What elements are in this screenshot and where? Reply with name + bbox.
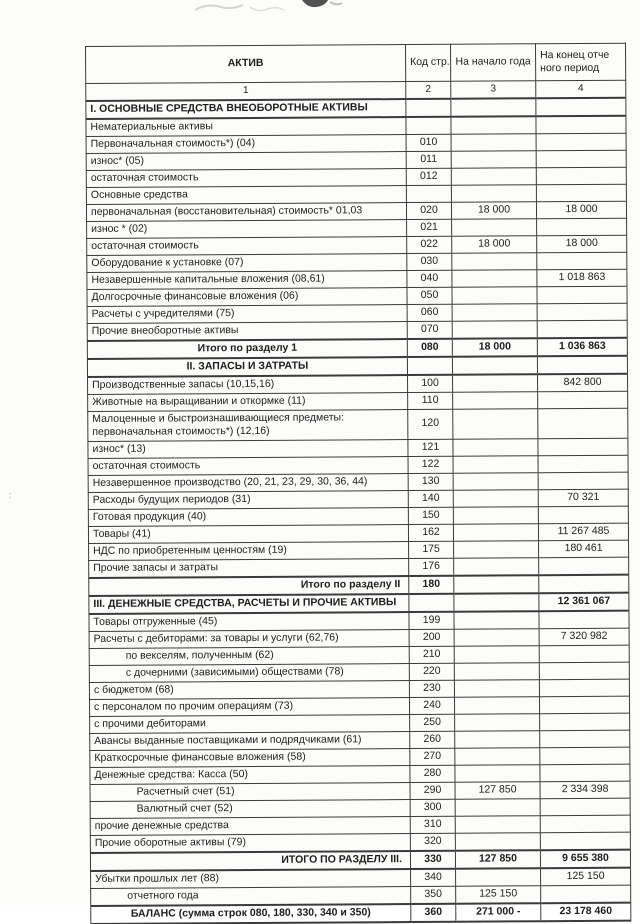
value-end-period: 18 000 xyxy=(536,201,626,219)
value-begin-year: 125 150 xyxy=(456,885,541,903)
value-begin-year xyxy=(454,696,539,714)
value-end-period: 125 150 xyxy=(541,867,631,885)
row-label: износ* (13) xyxy=(88,439,408,458)
row-code: 220 xyxy=(409,663,454,680)
value-begin-year xyxy=(451,150,536,168)
row-code: 030 xyxy=(407,253,452,270)
value-end-period xyxy=(537,320,627,338)
row-label: Производственные запасы (10,15,16) xyxy=(88,375,408,394)
row-code: 121 xyxy=(408,439,453,456)
scan-speck: : xyxy=(9,490,12,500)
row-label: Нематериальные активы xyxy=(86,117,406,136)
value-end-period: 842 800 xyxy=(538,373,628,391)
value-end-period xyxy=(536,133,626,151)
value-begin-year xyxy=(455,730,540,748)
value-end-period: 12 361 067 xyxy=(539,592,629,611)
value-begin-year xyxy=(455,747,540,765)
row-code: 010 xyxy=(406,134,451,151)
col-header-code: Код стр. xyxy=(405,44,450,81)
row-label: Первоначальная стоимость*) (04) xyxy=(86,134,406,153)
row-code xyxy=(406,185,451,202)
value-begin-year xyxy=(454,593,539,612)
row-code: 250 xyxy=(410,714,455,731)
row-label: остаточная стоимость xyxy=(88,456,408,475)
value-end-period xyxy=(541,885,631,903)
row-code xyxy=(407,356,452,374)
row-label: Денежные средства: Касса (50) xyxy=(90,765,410,784)
value-end-period: 9 655 380 xyxy=(540,849,630,868)
value-end-period xyxy=(536,115,626,133)
value-end-period xyxy=(538,408,628,439)
col-header-begin-year: На начало года xyxy=(450,44,535,82)
value-end-period xyxy=(540,713,630,731)
value-end-period xyxy=(536,150,626,168)
value-end-period: 7 320 982 xyxy=(539,628,629,646)
row-code: 350 xyxy=(411,886,456,904)
col-number-1: 1 xyxy=(86,82,406,101)
value-end-period xyxy=(537,303,627,321)
value-end-period xyxy=(536,184,626,202)
row-label: Итого по разделу II xyxy=(89,576,409,596)
value-begin-year xyxy=(453,523,538,541)
row-code: 022 xyxy=(407,236,452,253)
value-end-period xyxy=(540,815,630,833)
row-code: 300 xyxy=(410,799,455,816)
row-label: Убытки прошлых лет (88) xyxy=(91,869,411,888)
row-label: Готовая продукция (40) xyxy=(88,507,408,526)
row-label: Краткосрочные финансовые вложения (58) xyxy=(90,748,410,767)
row-label: Расчетный счет (51) xyxy=(90,782,410,801)
row-label: Итого по разделу 1 xyxy=(87,339,407,359)
row-label: I. ОСНОВНЫЕ СРЕДСТВА ВНЕОБОРОТНЫЕ АКТИВЫ xyxy=(86,99,406,119)
value-begin-year xyxy=(452,252,537,270)
row-label: БАЛАНС (сумма строк 080, 180, 330, 340 и 350) xyxy=(91,904,411,924)
row-label: остаточная стоимость xyxy=(86,168,406,187)
row-label: с дочерними (зависимыми) обществами (78) xyxy=(89,663,409,682)
value-begin-year xyxy=(455,713,540,731)
row-label: с прочими дебиторами xyxy=(90,714,410,733)
value-begin-year xyxy=(451,184,536,202)
value-begin-year xyxy=(455,832,540,850)
table-header-row xyxy=(86,43,626,83)
row-code: 340 xyxy=(411,868,456,886)
value-end-period xyxy=(540,730,630,748)
row-label: Оборудование к установке (07) xyxy=(87,253,407,272)
value-end-period xyxy=(537,355,627,374)
total-row xyxy=(91,902,631,923)
row-code: 320 xyxy=(410,833,455,851)
value-end-period xyxy=(540,832,630,850)
row-code: 260 xyxy=(410,731,455,748)
row-code: 162 xyxy=(408,524,453,541)
value-begin-year xyxy=(452,356,537,375)
value-end-period xyxy=(539,662,629,680)
row-code: 021 xyxy=(407,219,452,236)
value-begin-year xyxy=(452,286,537,304)
row-label: III. ДЕНЕЖНЫЕ СРЕДСТВА, РАСЧЕТЫ И ПРОЧИЕ АКТИВЫ xyxy=(89,594,409,614)
row-label: Прочие внеоборотные активы xyxy=(87,321,407,340)
row-code: 012 xyxy=(406,168,451,185)
value-end-period: 23 178 460 xyxy=(541,902,631,921)
value-begin-year xyxy=(453,408,538,439)
row-code: 240 xyxy=(409,697,454,714)
value-end-period xyxy=(540,747,630,765)
value-end-period: 180 461 xyxy=(539,540,629,558)
row-code: 100 xyxy=(408,374,453,392)
row-label: Товары отгруженные (45) xyxy=(89,612,409,631)
row-label: с бюджетом (68) xyxy=(89,680,409,699)
row-label: отчетного года xyxy=(91,886,411,905)
row-code: 040 xyxy=(407,270,452,287)
row-code: 060 xyxy=(407,304,452,321)
value-begin-year xyxy=(454,645,539,663)
value-end-period xyxy=(537,252,627,270)
value-begin-year xyxy=(453,391,538,409)
value-end-period xyxy=(539,696,629,714)
value-end-period: 2 334 398 xyxy=(540,781,630,799)
row-label: Валютный счет (52) xyxy=(90,799,410,818)
row-code: 290 xyxy=(410,782,455,799)
row-code: 200 xyxy=(409,629,454,646)
value-begin-year xyxy=(453,374,538,392)
row-code: 230 xyxy=(409,680,454,697)
row-label: остаточная стоимость xyxy=(87,236,407,255)
value-begin-year xyxy=(452,303,537,321)
row-label: Авансы выданные поставщиками и подрядчиками (61) xyxy=(90,731,410,750)
row-label: Животные на выращивании и откормке (11) xyxy=(88,392,408,411)
value-begin-year xyxy=(455,798,540,816)
value-end-period: 11 267 485 xyxy=(538,523,628,541)
row-code: 080 xyxy=(407,338,452,356)
col-header-end-line1: На конец отче xyxy=(540,48,610,61)
row-code: 210 xyxy=(409,646,454,663)
value-begin-year: 271 000 - xyxy=(456,903,541,922)
value-end-period xyxy=(536,97,626,116)
value-begin-year: 18 000 xyxy=(451,201,536,219)
value-begin-year xyxy=(453,506,538,524)
row-label: Расчеты с дебиторами: за товары и услуги (62,76) xyxy=(89,629,409,648)
row-code: 270 xyxy=(410,748,455,765)
balance-sheet xyxy=(85,43,631,924)
row-code: 150 xyxy=(408,507,453,524)
value-end-period xyxy=(539,610,629,628)
row-label: Товары (41) xyxy=(88,524,408,543)
col-number-2: 2 xyxy=(406,81,451,98)
row-code: 110 xyxy=(408,392,453,409)
value-end-period xyxy=(538,455,628,473)
row-code xyxy=(409,593,454,611)
value-begin-year: 127 850 xyxy=(455,781,540,799)
row-code: 050 xyxy=(407,287,452,304)
row-label: Незавершенное производство (20, 21, 23, 29, 30, 36, 44) xyxy=(88,473,408,492)
value-begin-year xyxy=(453,489,538,507)
balance-sheet-table xyxy=(85,43,631,924)
row-code: 020 xyxy=(406,202,451,219)
row-code: 011 xyxy=(406,151,451,168)
scan-artifact-marks xyxy=(190,0,370,20)
row-label: ИТОГО ПО РАЗДЕЛУ III. xyxy=(90,851,410,871)
row-code: 176 xyxy=(409,558,454,576)
row-code xyxy=(406,98,451,116)
value-begin-year xyxy=(451,116,536,134)
row-code: 175 xyxy=(409,541,454,558)
row-code: 120 xyxy=(408,409,453,439)
value-end-period: 1 018 863 xyxy=(537,269,627,287)
row-label: НДС по приобретенным ценностям (19) xyxy=(89,541,409,560)
value-end-period xyxy=(536,167,626,185)
row-label: Расчеты с учредителями (75) xyxy=(87,304,407,323)
row-code: 280 xyxy=(410,765,455,782)
value-begin-year: 127 850 xyxy=(455,850,540,869)
value-begin-year xyxy=(456,868,541,886)
col-header-end-period xyxy=(535,43,625,81)
row-label: Расходы будущих периодов (31) xyxy=(88,490,408,509)
value-begin-year xyxy=(454,679,539,697)
row-label: с персоналом по прочим операциям (73) xyxy=(89,697,409,716)
value-begin-year xyxy=(451,133,536,151)
row-label: II. ЗАПАСЫ И ЗАТРАТЫ xyxy=(87,357,407,377)
col-header-aktiv: АКТИВ xyxy=(86,45,406,84)
row-label: Прочие запасы и затраты xyxy=(89,558,409,577)
row-code: 140 xyxy=(408,490,453,507)
row-label: Основные средства xyxy=(86,185,406,204)
value-end-period xyxy=(540,798,630,816)
value-begin-year xyxy=(452,269,537,287)
row-label: износ* (05) xyxy=(86,151,406,170)
row-code: 130 xyxy=(408,473,453,490)
value-begin-year xyxy=(455,815,540,833)
row-code: 122 xyxy=(408,456,453,473)
row-code: 180 xyxy=(409,575,454,593)
value-begin-year xyxy=(452,320,537,338)
row-label: износ * (02) xyxy=(87,219,407,238)
value-end-period xyxy=(538,506,628,524)
row-label: Прочие оборотные активы (79) xyxy=(90,833,410,852)
value-end-period xyxy=(539,645,629,663)
value-end-period xyxy=(538,472,628,490)
value-begin-year xyxy=(454,540,539,558)
value-end-period xyxy=(538,391,628,409)
value-end-period xyxy=(538,438,628,456)
table-row xyxy=(88,408,628,441)
value-begin-year xyxy=(454,611,539,629)
value-begin-year xyxy=(454,662,539,680)
col-number-4: 4 xyxy=(536,80,626,98)
row-code: 199 xyxy=(409,611,454,629)
row-code: 310 xyxy=(410,816,455,833)
row-label: Малоценные и быстроизнашивающиеся предметы: первоначальная стоимость*) (12,16) xyxy=(88,409,408,441)
value-begin-year xyxy=(454,628,539,646)
value-end-period: 1 036 863 xyxy=(537,337,627,356)
value-begin-year xyxy=(453,438,538,456)
value-begin-year xyxy=(453,472,538,490)
row-label: Долгосрочные финансовые вложения (06) xyxy=(87,287,407,306)
value-begin-year: 18 000 xyxy=(452,338,537,357)
value-end-period: 18 000 xyxy=(537,235,627,253)
value-end-period xyxy=(540,764,630,782)
row-code: 330 xyxy=(410,850,455,868)
value-begin-year xyxy=(454,557,539,575)
value-begin-year xyxy=(451,167,536,185)
col-header-end-line2: ного период xyxy=(540,61,600,75)
value-end-period xyxy=(537,218,627,236)
value-begin-year xyxy=(451,98,536,117)
value-end-period xyxy=(539,557,629,575)
value-end-period xyxy=(537,286,627,304)
value-end-period: 70 321 xyxy=(538,489,628,507)
row-label: первоначальная (восстановительная) стоимость* 01,03 xyxy=(86,202,406,221)
value-begin-year xyxy=(453,455,538,473)
value-end-period xyxy=(539,574,629,593)
value-begin-year xyxy=(454,575,539,594)
col-number-3: 3 xyxy=(451,81,536,99)
value-begin-year xyxy=(452,218,537,236)
row-label: по векселям, полученным (62) xyxy=(89,646,409,665)
value-begin-year: 18 000 xyxy=(452,235,537,253)
value-begin-year xyxy=(455,764,540,782)
row-label: прочие денежные средства xyxy=(90,816,410,835)
row-label: Незавершенные капитальные вложения (08,61) xyxy=(87,270,407,289)
row-code xyxy=(406,116,451,134)
row-code: 070 xyxy=(407,321,452,339)
value-end-period xyxy=(539,679,629,697)
row-code: 360 xyxy=(411,903,456,921)
